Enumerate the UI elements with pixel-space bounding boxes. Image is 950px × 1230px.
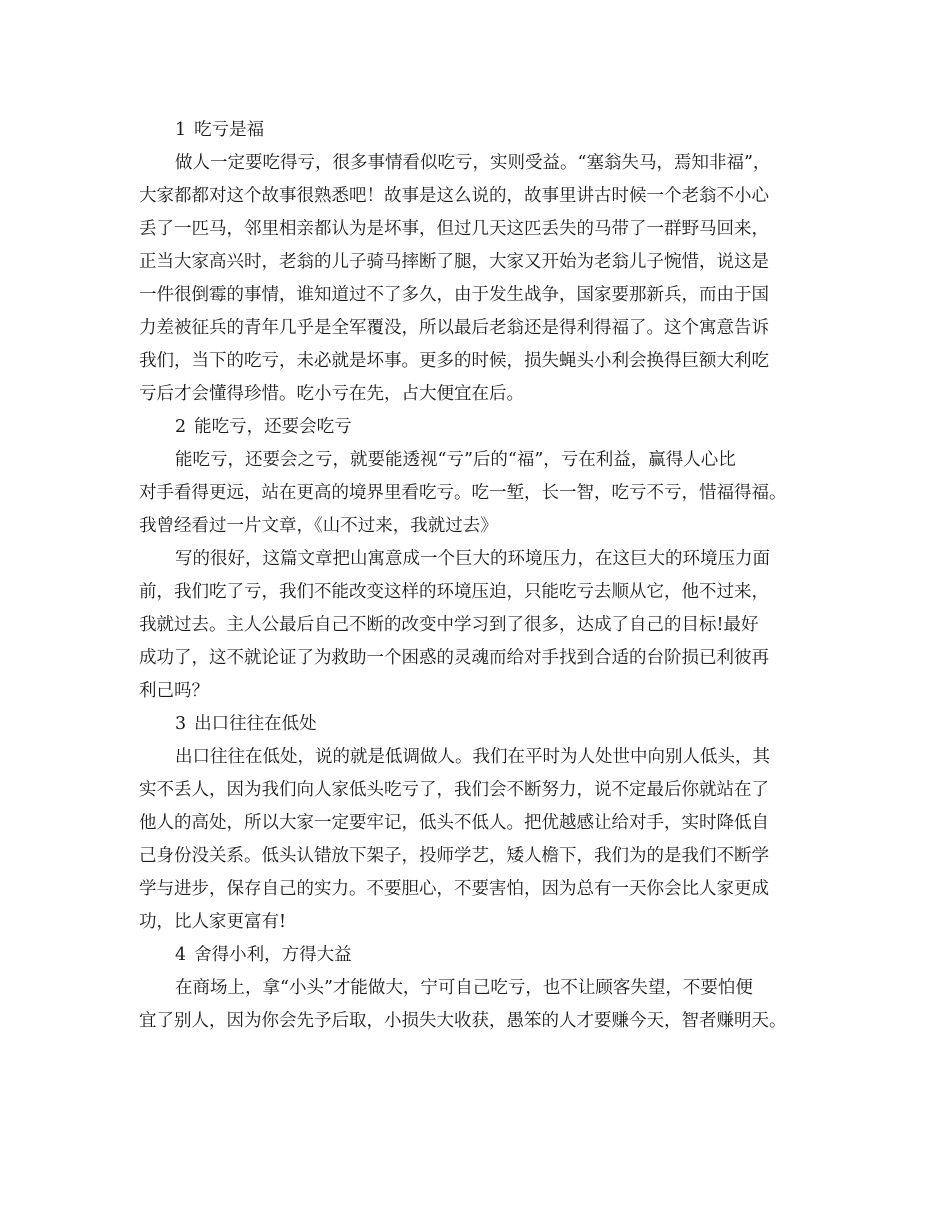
paragraph bbox=[139, 972, 829, 1038]
section-heading bbox=[139, 114, 829, 147]
paragraph-line: 对手看得更远，站在更高的境界里看吃亏。吃一堑，长一智，吃亏不亏，惜福得福。 bbox=[139, 483, 787, 503]
paragraph-line: 力差被征兵的青年几乎是全军覆没，所以最后老翁还是得利得福了。这个寓意告诉 bbox=[139, 318, 769, 338]
section-title: 出口往往在低处 bbox=[194, 714, 317, 734]
paragraph-line: 写的很好，这篇文章把山寓意成一个巨大的环境压力，在这巨大的环境压力面 bbox=[175, 549, 770, 569]
paragraph-line: 在商场上，拿“小头”才能做大，宁可自己吃亏，也不让顾客失望，不要怕便 bbox=[175, 978, 753, 998]
paragraph-line: 亏后才会懂得珍惜。吃小亏在先，占大便宜在后。 bbox=[139, 384, 524, 404]
paragraph-line: 实不丢人，因为我们向人家低头吃亏了，我们会不断努力，说不定最后你就站在了 bbox=[139, 780, 769, 800]
paragraph-line: 我曾经看过一片文章，《山不过来，我就过去》 bbox=[139, 516, 498, 536]
paragraph-line: 成功了，这不就论证了为救助一个困惑的灵魂而给对手找到合适的台阶损已利彼再 bbox=[139, 648, 769, 668]
paragraph-line: 宜了别人，因为你会先予后取，小损失大收获，愚笨的人才要赚今天，智者赚明天。 bbox=[139, 1011, 787, 1031]
paragraph-line: 利己吗？ bbox=[139, 681, 209, 701]
paragraph bbox=[139, 741, 829, 939]
paragraph-line: 功，比人家更富有! bbox=[139, 912, 287, 932]
paragraph bbox=[139, 543, 829, 708]
paragraph-line: 丢了一匹马，邻里相亲都认为是坏事，但过几天这匹丢失的马带了一群野马回来， bbox=[139, 219, 769, 239]
paragraph-line: 他人的高处，所以大家一定要牢记，低头不低人。把优越感让给对手，实时降低自 bbox=[139, 813, 769, 833]
paragraph-line: 能吃亏，还要会之亏，就要能透视“亏”后的“福”，亏在利益，赢得人心比 bbox=[175, 450, 736, 470]
section-heading bbox=[139, 411, 829, 444]
section-number: 1 bbox=[175, 120, 187, 140]
paragraph-line: 我们，当下的吃亏，未必就是坏事。更多的时候，损失蝇头小利会换得巨额大利吃 bbox=[139, 351, 769, 371]
section-title: 舍得小利，方得大益 bbox=[194, 945, 352, 965]
paragraph-line: 前，我们吃了亏，我们不能改变这样的环境压迫，只能吃亏去顺从它，他不过来， bbox=[139, 582, 769, 602]
paragraph bbox=[139, 147, 829, 411]
paragraph-line: 己身份没关系。低头认错放下架子，投师学艺，矮人檐下，我们为的是我们不断学 bbox=[139, 846, 769, 866]
document-body bbox=[139, 114, 829, 1038]
paragraph-line: 出口往往在低处，说的就是低调做人。我们在平时为人处世中向别人低头，其 bbox=[175, 747, 770, 767]
paragraph-line: 学与进步，保存自己的实力。不要胆心，不要害怕，因为总有一天你会比人家更成 bbox=[139, 879, 769, 899]
section-title: 能吃亏，还要会吃亏 bbox=[194, 417, 352, 437]
paragraph-line: 做人一定要吃得亏，很多事情看似吃亏，实则受益。“塞翁失马，焉知非福”， bbox=[175, 153, 771, 173]
paragraph-line: 一件很倒霉的事情，谁知道过不了多久，由于发生战争，国家要那新兵，而由于国 bbox=[139, 285, 769, 305]
section-heading bbox=[139, 939, 829, 972]
paragraph-line: 我就过去。主人公最后自己不断的改变中学习到了很多，达成了自己的目标!最好 bbox=[139, 615, 759, 635]
section-title: 吃亏是福 bbox=[194, 120, 265, 140]
section-number: 2 bbox=[175, 417, 187, 437]
section-heading bbox=[139, 708, 829, 741]
section-number: 3 bbox=[175, 714, 187, 734]
paragraph-line: 大家都都对这个故事很熟悉吧！故事是这么说的，故事里讲古时候一个老翁不小心 bbox=[139, 186, 769, 206]
paragraph-line: 正当大家高兴时，老翁的儿子骑马摔断了腿，大家又开始为老翁儿子惋惜，说这是 bbox=[139, 252, 769, 272]
paragraph bbox=[139, 444, 829, 543]
section-number: 4 bbox=[175, 945, 187, 965]
